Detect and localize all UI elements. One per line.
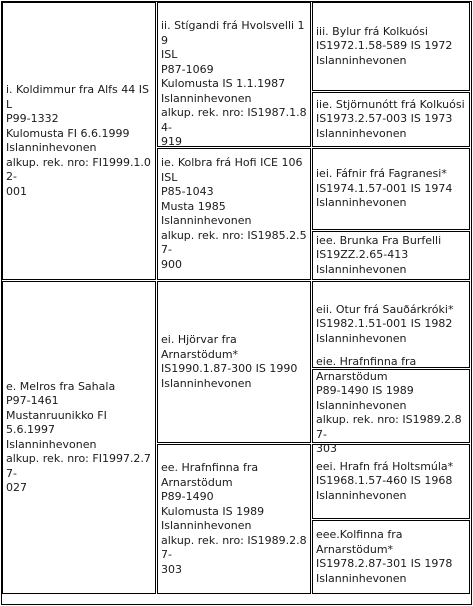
sire-sire-line: Islanninhevonen [161, 91, 252, 105]
dam-dam-line: alkup. rek. nro: IS1989.2.87- [161, 533, 307, 561]
sire-sire-line: 919 [161, 135, 182, 148]
sire-sire-cell [157, 2, 311, 147]
sire-cell [2, 2, 156, 280]
dam-line: P97-1461 [6, 394, 59, 407]
sire-sire-dam-line: iie. Stjörnunótt frá Kolkuósi [316, 97, 465, 111]
dam-dam-sire-line: eei. Hrafn frá Holtsmúla* [316, 459, 454, 473]
dam-sire-line: Arnarstödum* [161, 347, 239, 361]
pedigree-table [1, 1, 472, 605]
dam-cell [2, 281, 156, 594]
dam-dam-line: Kulomusta IS 1989 [161, 504, 265, 518]
dam-line: alkup. rek. nro: FI1997.2.77- [6, 452, 151, 480]
sire-dam-dam-line: iee. Brunka Fra Burfelli [316, 233, 442, 247]
sire-sire-line: P87-1069 [161, 62, 214, 76]
sire-dam-line: alkup. rek. nro: IS1985.2.57- [161, 228, 307, 256]
dam-dam-dam-line: IS1978.2.87-301 IS 1978 [316, 557, 453, 570]
dam-line: Islanninhevonen [6, 437, 97, 451]
dam-dam-line: Arnarstödum [161, 475, 233, 489]
dam-line: 027 [6, 481, 27, 494]
sire-dam-line: P85-1043 [161, 185, 214, 198]
sire-sire-sire-line: Islanninhevonen [316, 53, 407, 67]
sire-dam-line: Islanninhevonen [161, 214, 252, 227]
sire-dam-dam-line: Islanninhevonen [316, 262, 407, 276]
dam-sire-line: IS1990.1.87-300 IS 1990 [161, 362, 298, 375]
dam-dam-sire-line: IS1968.1.57-460 IS 1968 [316, 474, 453, 488]
dam-dam-cell [157, 444, 311, 594]
sire-sire-dam-cell [312, 92, 470, 147]
sire-dam-sire-line: Islanninhevonen [316, 196, 407, 210]
sire-line: Islanninhevonen [6, 141, 97, 154]
sire-dam-dam-line: IS19ZZ.2.65-413 [316, 248, 409, 262]
dam-dam-line: Islanninhevonen [161, 519, 252, 532]
sire-sire-line: Kulomusta IS 1.1.1987 [161, 77, 286, 90]
dam-dam-dam-line: Islanninhevonen [316, 571, 407, 585]
sire-dam-sire-line: iei. Fáfnir frá Fagranesi* [316, 167, 447, 181]
sire-sire-line: alkup. rek. nro: IS1987.1.84- [161, 106, 307, 134]
sire-line: alkup. rek. nro: FI1999.1.02- [6, 155, 151, 183]
sire-sire-line: ISL [161, 48, 178, 61]
dam-sire-cell [157, 281, 311, 443]
sire-sire-dam-line: Islanninhevonen [316, 126, 407, 140]
dam-dam-sire-line: Islanninhevonen [316, 488, 407, 502]
dam-sire-sire-line: Islanninhevonen [316, 331, 407, 345]
sire-dam-line: ie. Kolbra frá Hofi ICE 106 [161, 156, 303, 169]
dam-sire-dam-line: 303 [316, 442, 337, 456]
dam-dam-dam-line: Arnarstödum* [316, 542, 394, 556]
dam-sire-dam-line: alkup. rek. nro: IS1989.2.87- [316, 413, 462, 441]
sire-line: P99-1332 [6, 112, 59, 125]
sire-line: Kulomusta FI 6.6.1999 [6, 126, 130, 140]
dam-sire-dam-line: Islanninhevonen [316, 398, 407, 412]
dam-sire-dam-line: Arnarstödum [316, 369, 388, 383]
dam-sire-line: ei. Hjörvar fra [161, 333, 237, 346]
sire-sire-sire-line: iii. Bylur frá Kolkuósi [316, 24, 428, 38]
dam-dam-line: ee. Hrafnfinna fra [161, 461, 259, 474]
sire-dam-sire-line: IS1974.1.57-001 IS 1974 [316, 181, 453, 195]
dam-sire-dam-line: eie. Hrafnfinna fra [316, 355, 417, 369]
dam-dam-line: P89-1490 [161, 490, 214, 503]
dam-dam-sire-cell [312, 444, 470, 519]
dam-dam-dam-line: eee.Kolfinna fra [316, 528, 403, 541]
dam-line: 5.6.1997 [6, 423, 55, 436]
sire-dam-line: Musta 1985 [161, 199, 226, 213]
dam-dam-dam-cell [312, 520, 470, 594]
sire-dam-line: ISL [161, 170, 178, 184]
sire-line: 001 [6, 184, 27, 198]
sire-sire-sire-line: IS1972.1.58-589 IS 1972 [316, 39, 453, 53]
dam-line: Mustanruunikko FI [6, 408, 107, 422]
dam-sire-line: Islanninhevonen [161, 376, 252, 390]
dam-sire-sire-line: eii. Otur frá Sauðárkróki* [316, 302, 454, 316]
sire-dam-line: 900 [161, 257, 182, 271]
dam-sire-dam-cell [312, 355, 470, 456]
dam-sire-dam-line: P89-1490 IS 1989 [316, 384, 414, 398]
sire-dam-cell [157, 148, 311, 280]
dam-line: e. Melros fra Sahala [6, 379, 116, 393]
sire-dam-dam-cell [312, 231, 470, 280]
dam-sire-sire-line: IS1982.1.51-001 IS 1982 [316, 317, 453, 331]
dam-dam-line: 303 [161, 562, 182, 576]
sire-line: i. Koldimmur fra Alfs 44 ISL [6, 83, 149, 111]
sire-dam-sire-cell [312, 148, 470, 230]
sire-sire-dam-line: IS1973.2.57-003 IS 1973 [316, 112, 453, 126]
sire-sire-line: ii. Stígandi frá Hvolsvelli 19 [161, 19, 305, 47]
sire-sire-sire-cell [312, 2, 470, 91]
